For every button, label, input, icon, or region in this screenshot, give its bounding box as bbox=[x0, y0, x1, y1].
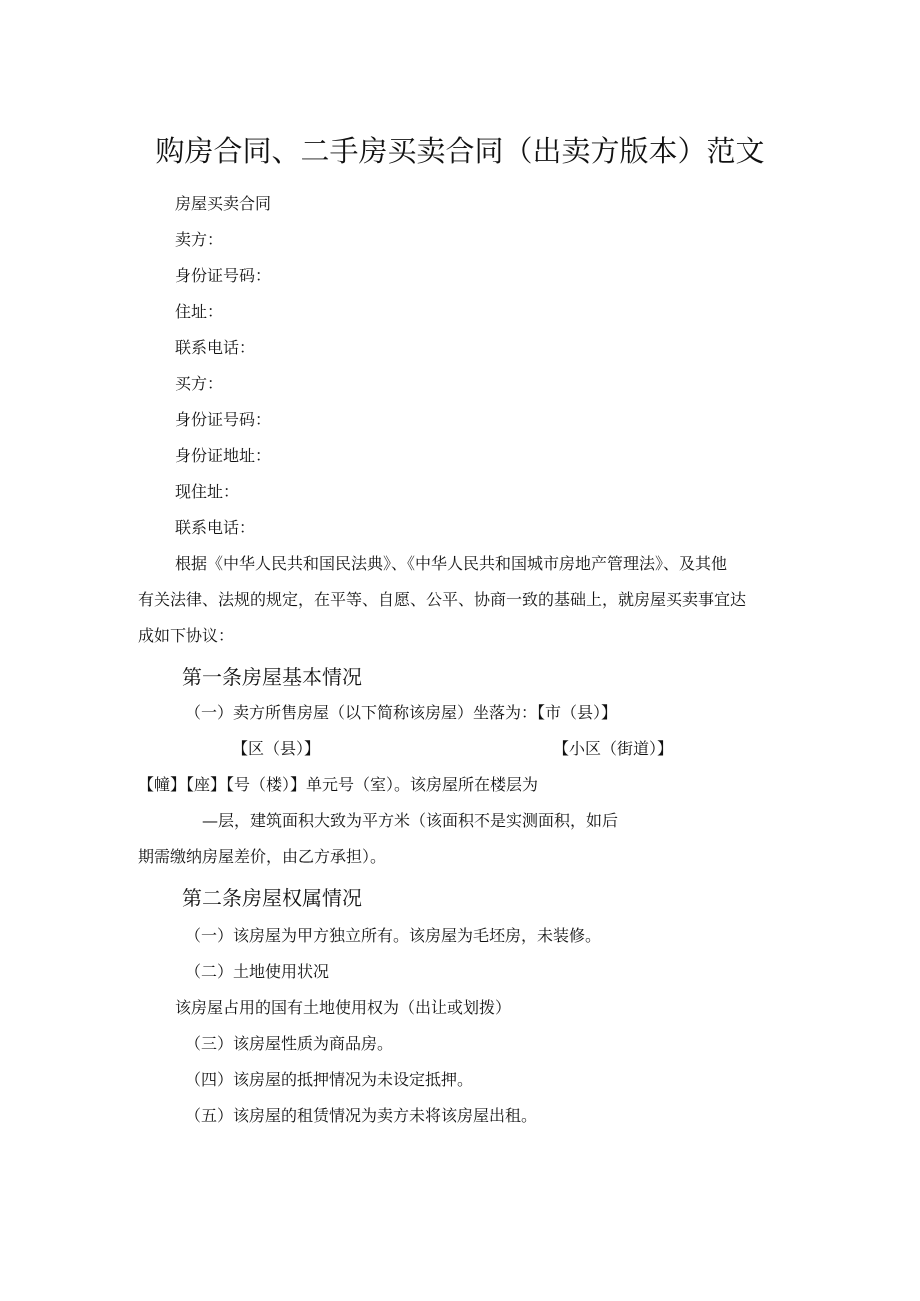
article2-line-5: （四）该房屋的抵押情况为未设定抵押。 bbox=[185, 1070, 474, 1089]
seller-label: 卖方： bbox=[175, 230, 224, 249]
document-title: 购房合同、二手房买卖合同（出卖方版本）范文 bbox=[155, 134, 765, 168]
contract-name: 房屋买卖合同 bbox=[175, 194, 272, 213]
article2-line-4: （三）该房屋性质为商品房。 bbox=[185, 1034, 394, 1053]
preamble-line-3: 成如下协议： bbox=[138, 626, 235, 645]
preamble-line-1: 根据《中华人民共和国民法典》、《中华人民共和国城市房地产管理法》、及其他 bbox=[175, 554, 728, 573]
article2-line-1: （一）该房屋为甲方独立所有。该房屋为毛坯房，未装修。 bbox=[185, 926, 602, 945]
buyer-phone-label: 联系电话： bbox=[175, 518, 256, 537]
seller-id-label: 身份证号码： bbox=[175, 266, 272, 285]
article2-line-2: （二）土地使用状况 bbox=[185, 962, 330, 981]
article1-heading: 第一条房屋基本情况 bbox=[182, 665, 362, 689]
buyer-id-label: 身份证号码： bbox=[175, 410, 272, 429]
article2-heading: 第二条房屋权属情况 bbox=[182, 886, 362, 910]
article1-line-5: —层，建筑面积大致为平方米（该面积不是实测面积，如后 bbox=[202, 811, 619, 830]
preamble-line-2: 有关法律、法规的规定，在平等、自愿、公平、协商一致的基础上，就房屋买卖事宜达 bbox=[138, 590, 747, 609]
article1-line-6: 期需缴纳房屋差价，由乙方承担）。 bbox=[138, 847, 387, 866]
buyer-current-address-label: 现住址： bbox=[175, 482, 240, 501]
buyer-id-address-label: 身份证地址： bbox=[175, 446, 272, 465]
article1-line-2: 【区（县）】 bbox=[232, 739, 321, 758]
buyer-label: 买方： bbox=[175, 374, 224, 393]
seller-address-label: 住址： bbox=[175, 302, 224, 321]
article2-line-3: 该房屋占用的国有土地使用权为（出让或划拨） bbox=[175, 998, 512, 1017]
article2-line-6: （五）该房屋的租赁情况为卖方未将该房屋出租。 bbox=[185, 1106, 538, 1125]
seller-phone-label: 联系电话： bbox=[175, 338, 256, 357]
article1-line-4: 【幢】【座】【号（楼）】单元号（室）。该房屋所在楼层为 bbox=[138, 775, 539, 794]
article1-line-1: （一）卖方所售房屋（以下简称该房屋）坐落为：【市（县）】 bbox=[185, 703, 618, 722]
article1-line-3: 【小区（街道）】 bbox=[553, 739, 674, 758]
